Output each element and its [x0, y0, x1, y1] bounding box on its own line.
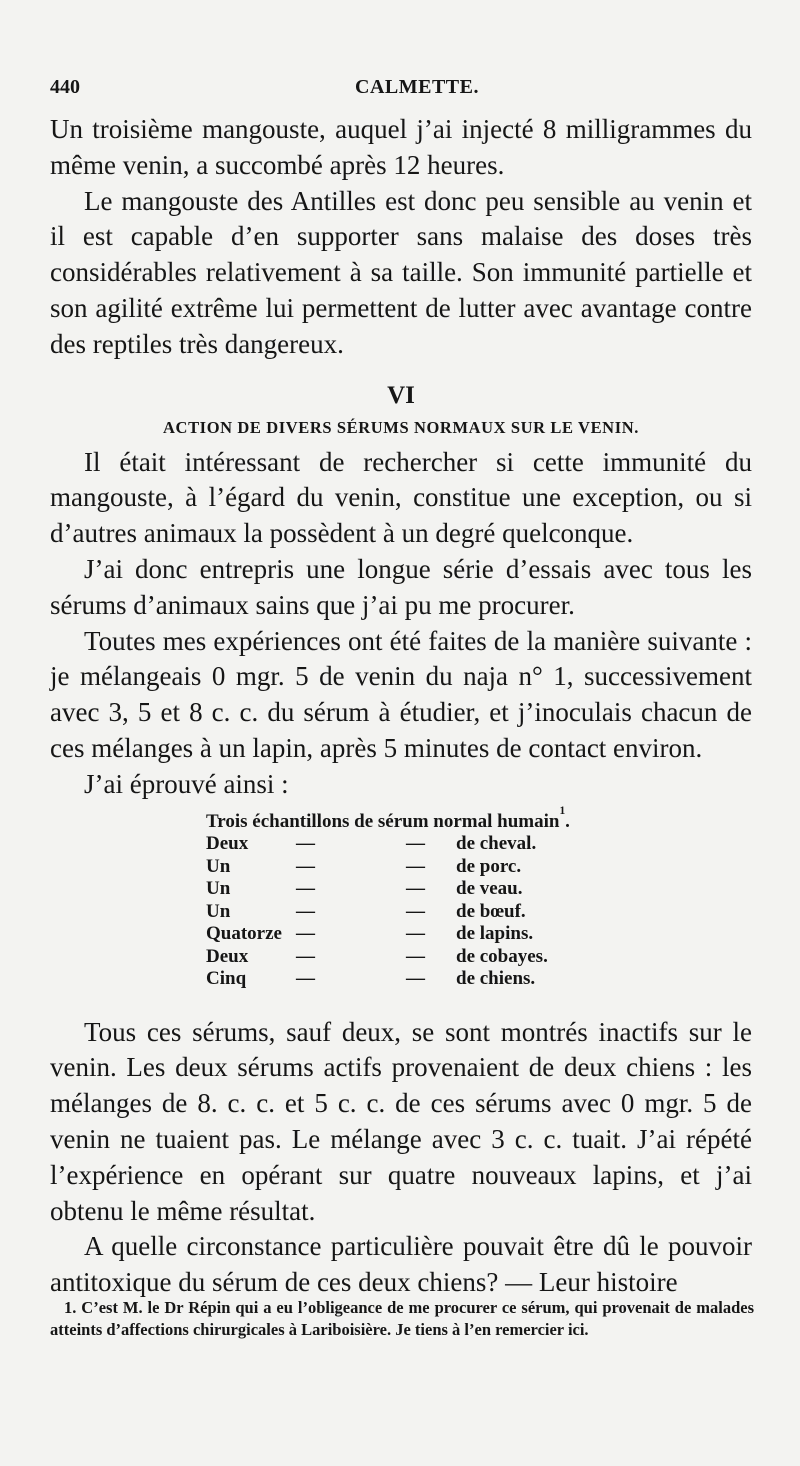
- serum-list-row: [206, 833, 752, 856]
- serum-list-first-line: [206, 804, 752, 834]
- footnote: [50, 1297, 754, 1340]
- serum-source: de bœuf.: [456, 900, 526, 922]
- paragraph: Toutes mes expériences ont été faites de la manière suivante : je mélangeais 0 mgr. 5 de venin du naja n° 1, successivement avec 3, 5 et 8 c. c. du sérum à étudier, et j’inoculais chacun de ces mélanges à un lapin, après 5 minutes de contact environ.: [50, 625, 752, 763]
- serum-qty: Quatorze: [206, 923, 282, 945]
- serum-first-period: .: [565, 810, 570, 832]
- serum-first-text: Trois échantillons de sérum normal humain: [206, 810, 560, 832]
- serum-qty: Un: [206, 878, 231, 900]
- page-number: 440: [50, 76, 80, 98]
- paragraph: Il était intéressant de rechercher si cette immunité du mangouste, à l’égard du venin, constitue une exception, ou si d’autres animaux la possèdent à un degré quelconque.: [50, 446, 752, 549]
- serum-list-row: [206, 923, 752, 946]
- serum-list-row: [206, 946, 752, 969]
- serum-qty: Un: [206, 855, 231, 877]
- footnote-text: 1. C’est M. le Dr Répin qui a eu l’obligeance de me procurer ce sérum, qui provenait de malades atteints d’affections chirurgicales à Lariboisière. Je tiens à l’en remercier ici.: [50, 1298, 754, 1339]
- ditto-mark: —: [406, 945, 425, 967]
- serum-source: de cobayes.: [456, 945, 548, 967]
- serum-qty: Un: [206, 900, 231, 922]
- serum-qty: Deux: [206, 833, 249, 855]
- ditto-mark: —: [296, 833, 315, 855]
- ditto-mark: —: [296, 878, 315, 900]
- serum-source: de veau.: [456, 878, 523, 900]
- ditto-mark: —: [406, 855, 425, 877]
- serum-source: de lapins.: [456, 923, 534, 945]
- paragraph: Le mangouste des Antilles est donc peu sensible au venin et il est capable d’en supporter sans malaise des doses très considérables relativement à sa taille. Son immunité partielle et son agilité extrême lui permettent de lutter avec avantage contre des reptiles très dangereux.: [50, 185, 752, 359]
- section-title: ACTION DE DIVERS SÉRUMS NORMAUX SUR LE VENIN.: [163, 417, 639, 437]
- ditto-mark: —: [296, 945, 315, 967]
- page-header: [50, 76, 755, 106]
- paragraph: J’ai éprouvé ainsi :: [84, 768, 289, 799]
- serum-list: [206, 804, 752, 991]
- running-head: CALMETTE.: [355, 76, 479, 98]
- serum-list-row: [206, 878, 752, 901]
- paragraph: A quelle circonstance particulière pouvait être dû le pouvoir antitoxique du sérum de ces deux chiens? — Leur histoire: [50, 1231, 752, 1298]
- ditto-mark: —: [406, 833, 425, 855]
- section-number: VI: [387, 381, 415, 409]
- serum-qty: Deux: [206, 945, 249, 967]
- ditto-mark: —: [406, 900, 425, 922]
- serum-qty: Cinq: [206, 968, 247, 990]
- paragraph: Tous ces sérums, sauf deux, se sont montrés inactifs sur le venin. Les deux sérums actifs provenaient de deux chiens : les mélanges de 8. c. c. et 5 c. c. de ces sérums avec 0 mgr. 5 de venin ne tuaient pas. Le mélange avec 3 c. c. tuait. J’ai répété l’expérience en opérant sur quatre nouveaux lapins, et j’ai obtenu le même résultat.: [50, 1016, 752, 1226]
- footnote-marker: 1: [559, 804, 566, 817]
- ditto-mark: —: [296, 855, 315, 877]
- paragraph: J’ai donc entrepris une longue série d’essais avec tous les sérums d’animaux sains que j’ai pu me procurer.: [50, 553, 752, 620]
- main-text: [50, 112, 752, 1301]
- ditto-mark: —: [296, 923, 315, 945]
- serum-source: de cheval.: [456, 833, 537, 855]
- paragraph-continuation: Un troisième mangouste, auquel j’ai injecté 8 milligrammes du même venin, a succombé après 12 heures.: [50, 114, 752, 180]
- serum-source: de chiens.: [456, 968, 536, 990]
- serum-source: de porc.: [456, 855, 522, 877]
- ditto-mark: —: [406, 968, 425, 990]
- ditto-mark: —: [296, 900, 315, 922]
- serum-list-row: [206, 856, 752, 879]
- ditto-mark: —: [406, 878, 425, 900]
- ditto-mark: —: [406, 923, 425, 945]
- ditto-mark: —: [296, 968, 315, 990]
- serum-list-row: [206, 968, 752, 991]
- serum-list-row: [206, 901, 752, 924]
